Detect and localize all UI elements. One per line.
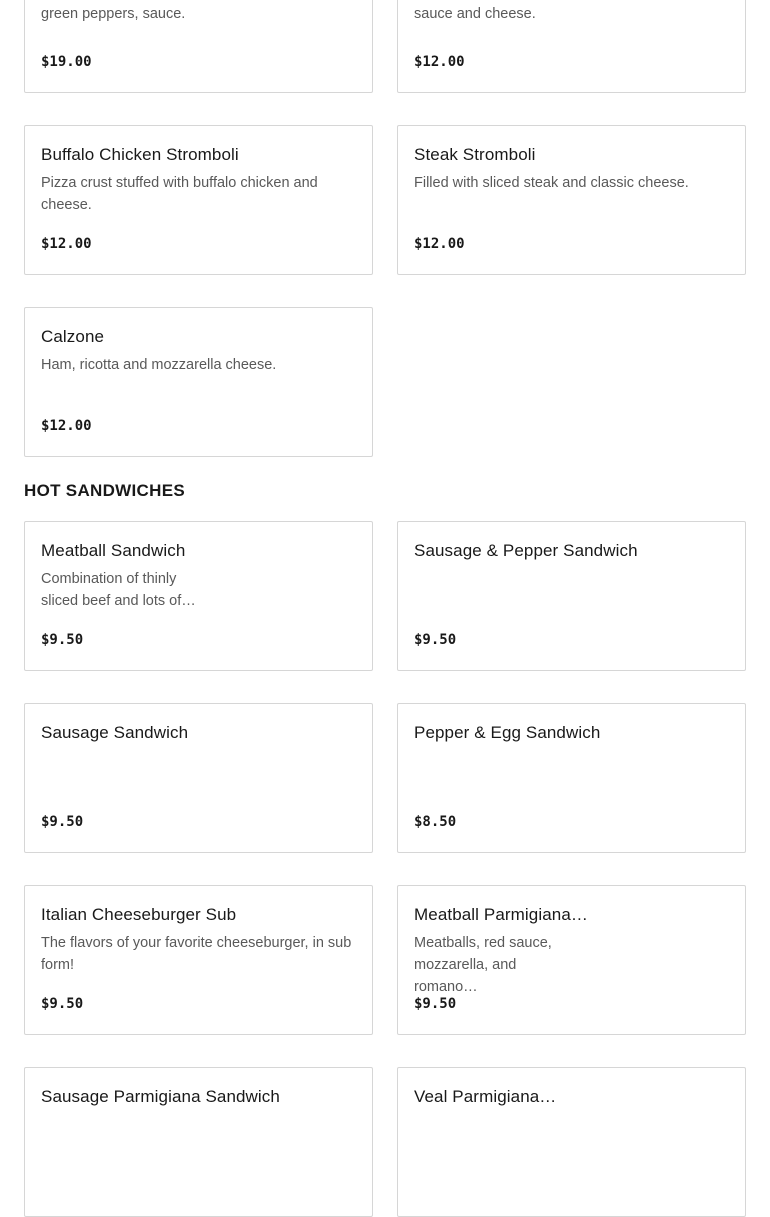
menu-item-description: Meatballs, red sauce, mozzarella, and romano… bbox=[414, 935, 552, 995]
menu-item-title: Meatball Sandwich bbox=[41, 541, 186, 560]
section-heading: HOT SANDWICHES bbox=[24, 481, 185, 500]
menu-item-card[interactable] bbox=[397, 521, 746, 671]
menu-item-card[interactable] bbox=[397, 1067, 746, 1217]
menu-item-card[interactable] bbox=[397, 0, 746, 93]
menu-item-card[interactable] bbox=[24, 307, 373, 457]
menu-item-price: $12.00 bbox=[41, 418, 92, 434]
menu-item-price: $9.50 bbox=[414, 996, 457, 1012]
menu-item-description: sauce and cheese. bbox=[414, 6, 536, 22]
menu-item-title: Sausage Parmigiana Sandwich bbox=[41, 1087, 280, 1106]
menu-item-title: Buffalo Chicken Stromboli bbox=[41, 145, 239, 164]
menu-item-price: $12.00 bbox=[41, 236, 92, 252]
menu-item-card[interactable] bbox=[397, 885, 746, 1035]
menu-item-description: The flavors of your favorite cheeseburger, in sub form! bbox=[41, 935, 352, 973]
menu-item-description: Pizza crust stuffed with buffalo chicken and cheese. bbox=[41, 175, 318, 213]
menu-item-description: green peppers, sauce. bbox=[41, 6, 186, 22]
menu-item-title: Pepper & Egg Sandwich bbox=[414, 723, 601, 742]
menu-item-price: $9.50 bbox=[41, 632, 84, 648]
menu-item-card[interactable] bbox=[397, 703, 746, 853]
menu-item-description: Combination of thinly sliced beef and lots of… bbox=[41, 571, 196, 609]
menu-item-price: $9.50 bbox=[41, 996, 84, 1012]
menu-item-title: Veal Parmigiana… bbox=[414, 1087, 557, 1106]
menu-item-price: $9.50 bbox=[414, 632, 457, 648]
menu-item-description: Ham, ricotta and mozzarella cheese. bbox=[41, 357, 277, 373]
menu-item-card[interactable] bbox=[24, 125, 373, 275]
menu-item-title: Italian Cheeseburger Sub bbox=[41, 905, 237, 924]
menu-item-title: Sausage Sandwich bbox=[41, 723, 189, 742]
menu-item-description: Filled with sliced steak and classic cheese. bbox=[414, 175, 689, 191]
menu-item-price: $12.00 bbox=[414, 54, 465, 70]
menu-item-card[interactable] bbox=[24, 885, 373, 1035]
menu-item-card[interactable] bbox=[24, 703, 373, 853]
menu-item-title: Steak Stromboli bbox=[414, 145, 536, 164]
menu-item-title: Meatball Parmigiana… bbox=[414, 905, 588, 924]
menu-item-title: Sausage & Pepper Sandwich bbox=[414, 541, 638, 560]
menu-item-price: $9.50 bbox=[41, 814, 84, 830]
menu-item-card[interactable] bbox=[397, 125, 746, 275]
menu-item-card[interactable] bbox=[24, 0, 373, 93]
menu-item-title: Calzone bbox=[41, 327, 105, 346]
menu-item-price: $12.00 bbox=[414, 236, 465, 252]
menu-item-card[interactable] bbox=[24, 1067, 373, 1217]
menu-item-card[interactable] bbox=[24, 521, 373, 671]
menu-item-price: $19.00 bbox=[41, 54, 92, 70]
menu-item-price: $8.50 bbox=[414, 814, 457, 830]
